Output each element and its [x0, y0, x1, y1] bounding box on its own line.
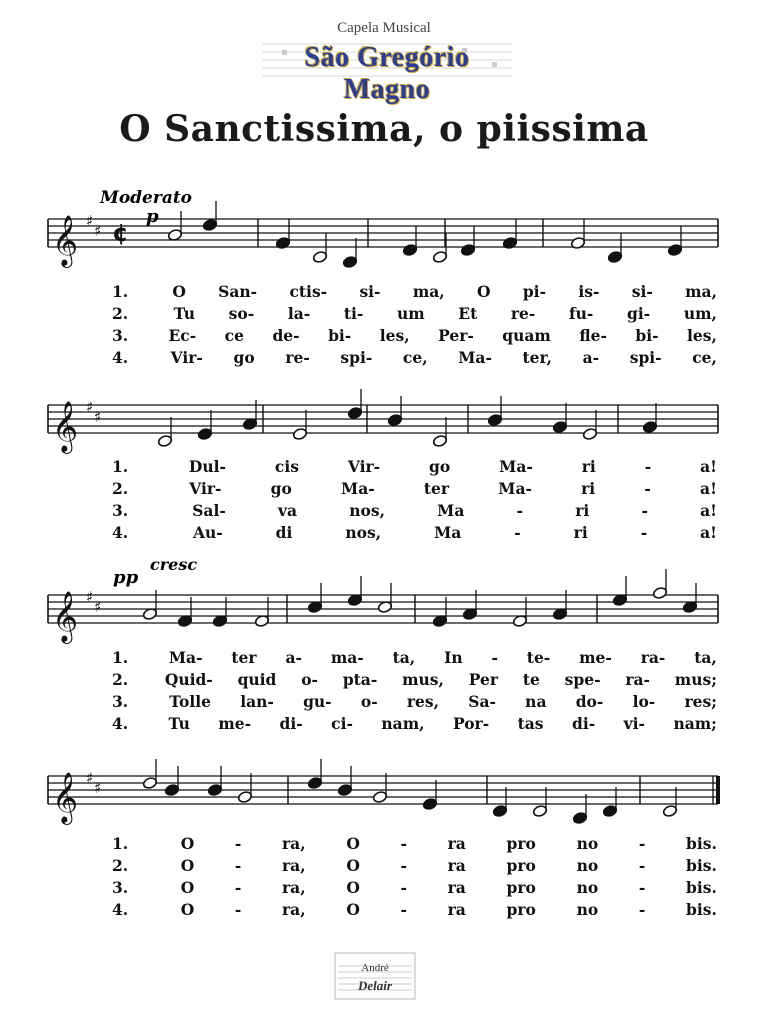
syllable: - — [234, 878, 242, 897]
syllable: - — [644, 457, 652, 476]
syllable: - — [514, 523, 521, 542]
syllable: a! — [700, 523, 717, 542]
syllable: o- — [301, 670, 318, 689]
syllable: Ma- — [341, 479, 375, 498]
sharp-icon: ♯ — [94, 222, 102, 240]
syllable: pro — [506, 834, 536, 853]
syllable: go — [233, 348, 255, 367]
syllable: O — [180, 856, 195, 875]
syllable: ci- — [331, 714, 353, 733]
lyric-line — [112, 691, 717, 712]
syllable: Ma — [434, 523, 462, 542]
sharp-icon: ♯ — [94, 779, 102, 797]
syllable: bi- — [328, 326, 352, 345]
syllable: ta, — [694, 648, 717, 667]
syllable: spe- — [564, 670, 601, 689]
syllable: go — [270, 479, 292, 498]
verse-number: 1. — [112, 648, 129, 667]
syllable: ti- — [343, 304, 364, 323]
cut-time-icon: ¢ — [112, 219, 129, 247]
syllable: Au- — [192, 523, 223, 542]
syllable: ra, — [282, 856, 306, 875]
treble-clef-icon: 𝄞 — [52, 401, 79, 452]
syllable: Sa- — [468, 692, 496, 711]
syllable: de- — [272, 326, 300, 345]
lyric-line — [112, 647, 717, 668]
syllable: les, — [687, 326, 717, 345]
syllable: ctis- — [289, 282, 328, 301]
syllable: um — [396, 304, 425, 323]
syllable: Tolle — [169, 692, 211, 711]
syllable: ce, — [692, 348, 717, 367]
syllable: Sal- — [192, 501, 226, 520]
lyric-line — [112, 833, 717, 854]
syllable: ra, — [282, 900, 306, 919]
syllable: pi- — [522, 282, 547, 301]
syllable: O — [346, 900, 360, 919]
syllable: fu- — [569, 304, 594, 323]
sharp-icon: ♯ — [86, 212, 94, 230]
syllable: bis. — [686, 856, 717, 875]
lyric-line — [112, 500, 717, 521]
syllable: spi- — [340, 348, 373, 367]
verse-number: 1. — [112, 282, 129, 301]
syllable: - — [400, 878, 407, 897]
syllable: ter — [231, 648, 257, 667]
syllable: Et — [458, 304, 478, 323]
syllable: les, — [379, 326, 410, 345]
sharp-icon: ♯ — [86, 588, 94, 606]
syllable: Per — [468, 670, 498, 689]
syllable: a- — [285, 648, 302, 667]
syllable: - — [644, 479, 651, 498]
syllable: gi- — [627, 304, 651, 323]
lyric-line — [112, 855, 717, 876]
syllable: ri — [573, 523, 588, 542]
verse-number: 2. — [112, 856, 129, 875]
verse-number: 4. — [112, 348, 129, 367]
treble-clef-icon: 𝄞 — [52, 215, 79, 266]
syllable: - — [400, 834, 407, 853]
syllable: no — [576, 856, 599, 875]
verse-number: 1. — [112, 834, 129, 853]
syllable: O — [180, 878, 195, 897]
syllable: a! — [700, 457, 717, 476]
lyric-line — [112, 347, 717, 368]
syllable: re- — [510, 304, 536, 323]
syllable: Vir- — [347, 457, 381, 476]
syllable: res; — [684, 692, 717, 711]
syllable: is- — [578, 282, 600, 301]
cresc-marking: cresc — [150, 555, 198, 574]
syllable: O — [346, 834, 360, 853]
syllable: cis — [274, 457, 299, 476]
syllable: Ma — [437, 501, 465, 520]
syllable: so- — [228, 304, 255, 323]
syllable: res, — [406, 692, 440, 711]
syllable: quid — [237, 670, 277, 689]
syllable: ter, — [522, 348, 552, 367]
syllable: nam; — [673, 714, 717, 733]
syllable: - — [640, 523, 648, 542]
syllable: - — [516, 501, 524, 520]
syllable: o- — [360, 692, 378, 711]
syllable: a! — [700, 501, 717, 520]
syllable: - — [641, 501, 648, 520]
syllable: O — [346, 878, 360, 897]
syllable: tas — [517, 714, 544, 733]
syllable: ra — [447, 856, 466, 875]
syllable: va — [277, 501, 298, 520]
syllable: Ma- — [458, 348, 492, 367]
syllable: - — [234, 856, 242, 875]
syllable: si- — [631, 282, 653, 301]
syllable: - — [638, 856, 646, 875]
syllable: lan- — [240, 692, 274, 711]
sharp-icon: ♯ — [86, 398, 94, 416]
verse-number: 2. — [112, 670, 129, 689]
syllable: ri — [575, 501, 590, 520]
syllable: O — [180, 900, 195, 919]
syllable: ra — [447, 834, 466, 853]
syllable: - — [400, 856, 407, 875]
syllable: gu- — [303, 692, 332, 711]
verse-number: 2. — [112, 479, 129, 498]
lyric-line — [112, 713, 717, 734]
syllable: mus; — [674, 670, 717, 689]
syllable: Per- — [438, 326, 474, 345]
syllable: - — [638, 900, 646, 919]
syllable: di — [275, 523, 293, 542]
verse-number: 3. — [112, 878, 129, 897]
syllable: ce, — [402, 348, 428, 367]
syllable: Vir- — [170, 348, 203, 367]
lyric-line — [112, 899, 717, 920]
syllable: pro — [506, 878, 536, 897]
verse-number: 2. — [112, 304, 129, 323]
header-subtitle: Capela Musical — [337, 20, 431, 36]
syllable: do- — [575, 692, 604, 711]
syllable: no — [576, 834, 599, 853]
syllable: In — [444, 648, 463, 667]
syllable: no — [576, 878, 599, 897]
syllable: - — [234, 900, 242, 919]
syllable: O — [477, 282, 491, 301]
syllable: ra — [447, 900, 466, 919]
syllable: ce — [224, 326, 244, 345]
syllable: te — [522, 670, 540, 689]
footer-logo-line1: André — [361, 962, 389, 974]
syllable: quam — [502, 326, 551, 345]
syllable: pro — [506, 856, 536, 875]
syllable: bis. — [686, 878, 717, 897]
syllable: ra — [447, 878, 466, 897]
syllable: Tu — [168, 714, 190, 733]
lyric-line — [112, 478, 717, 499]
syllable: - — [491, 648, 498, 667]
sharp-icon: ♯ — [94, 598, 102, 616]
dynamic-marking-pp: pp — [113, 567, 139, 588]
syllable: go — [429, 457, 451, 476]
treble-clef-icon: 𝄞 — [52, 591, 79, 642]
syllable: vi- — [623, 714, 645, 733]
lyric-line — [112, 877, 717, 898]
syllable: nam, — [381, 714, 425, 733]
verse-number: 4. — [112, 900, 129, 919]
syllable: lo- — [632, 692, 656, 711]
syllable: ri — [581, 479, 596, 498]
syllable: nos, — [349, 501, 385, 520]
sharp-icon: ♯ — [86, 769, 94, 787]
syllable: San- — [218, 282, 258, 301]
syllable: a! — [700, 479, 717, 498]
syllable: Ma- — [499, 457, 533, 476]
syllable: - — [400, 900, 407, 919]
syllable: O — [172, 282, 186, 301]
lyric-line — [112, 522, 717, 543]
syllable: - — [638, 878, 646, 897]
syllable: nos, — [345, 523, 382, 542]
footer-logo-line2: Delair — [358, 978, 392, 993]
verse-number: 3. — [112, 501, 129, 520]
syllable: Dul- — [188, 457, 226, 476]
verse-number: 4. — [112, 714, 129, 733]
syllable: ri — [581, 457, 596, 476]
syllable: bis. — [686, 900, 717, 919]
footer-logo — [334, 962, 416, 992]
syllable: la- — [287, 304, 311, 323]
syllable: ma, — [412, 282, 445, 301]
syllable: na — [525, 692, 547, 711]
syllable: me- — [579, 648, 612, 667]
syllable: ra, — [282, 834, 306, 853]
syllable: spi- — [629, 348, 662, 367]
syllable: O — [346, 856, 360, 875]
syllable: - — [234, 834, 242, 853]
syllable: Ec- — [168, 326, 197, 345]
lyric-line — [112, 325, 717, 346]
syllable: Vir- — [189, 479, 222, 498]
syllable: Quid- — [164, 670, 213, 689]
syllable: di- — [279, 714, 303, 733]
lyric-line — [112, 669, 717, 690]
syllable: Ma- — [168, 648, 203, 667]
syllable: Ma- — [498, 479, 532, 498]
treble-clef-icon: 𝄞 — [52, 772, 79, 823]
syllable: re- — [285, 348, 310, 367]
syllable: ra, — [282, 878, 306, 897]
syllable: um, — [683, 304, 717, 323]
syllable: a- — [582, 348, 600, 367]
page-title: O Sanctissima, o piissima — [119, 108, 649, 150]
syllable: O — [180, 834, 195, 853]
syllable: di- — [572, 714, 596, 733]
syllable: Por- — [452, 714, 490, 733]
syllable: no — [576, 900, 599, 919]
syllable: ma, — [685, 282, 717, 301]
syllable: me- — [218, 714, 252, 733]
syllable: pro — [506, 900, 536, 919]
syllable: ra- — [625, 670, 650, 689]
verse-number: 4. — [112, 523, 129, 542]
brand-name: São Gregório Magno — [304, 42, 470, 105]
dynamic-marking-p: p — [146, 206, 159, 227]
syllable: ta, — [392, 648, 416, 667]
syllable: - — [638, 834, 646, 853]
lyric-line — [112, 456, 717, 477]
lyric-line — [112, 303, 717, 324]
verse-number: 1. — [112, 457, 129, 476]
syllable: bi- — [635, 326, 659, 345]
syllable: ter — [423, 479, 450, 498]
syllable: mus, — [402, 670, 444, 689]
tempo-marking: Moderato — [100, 188, 193, 208]
syllable: te- — [526, 648, 551, 667]
syllable: Tu — [173, 304, 196, 323]
syllable: ra- — [640, 648, 666, 667]
syllable: fle- — [579, 326, 607, 345]
sharp-icon: ♯ — [94, 408, 102, 426]
syllable: pta- — [342, 670, 378, 689]
syllable: ma- — [330, 648, 364, 667]
syllable: si- — [359, 282, 381, 301]
verse-number: 3. — [112, 692, 129, 711]
verse-number: 3. — [112, 326, 129, 345]
lyric-line — [112, 281, 717, 302]
syllable: bis. — [686, 834, 717, 853]
